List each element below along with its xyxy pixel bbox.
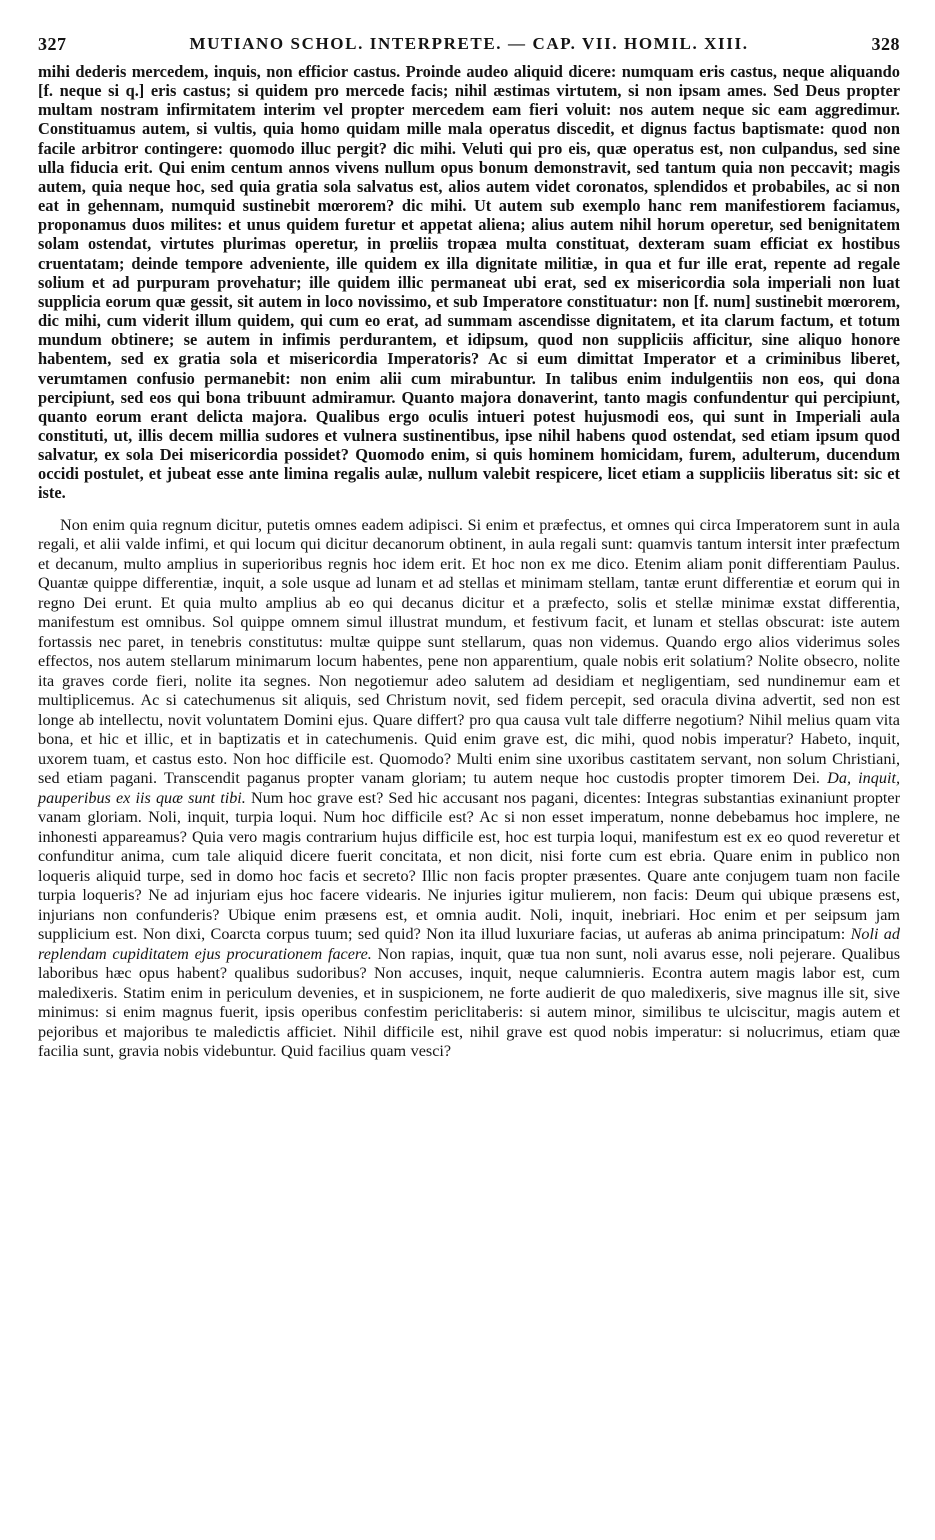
paragraph-1: mihi dederis mercedem, inquis, non efficior castus. Proinde audeo aliquid dicere: numquam eris castus, neque aliquando [f. neque si q.] eris castus; si quidem pro mercede facis; nihil æstimas virtutem, si non ipsam ames. Sed Deus propter multam nostram infirmitatem interim vel propter mercedem eam fieri voluit: nos autem neque sic eam aggredimur. Constituamus autem, si vultis, quia homo quidam mille mala operatus discedit, et dignus factus baptismate: quod non facile arbitror contingere: quomodo illuc pergit? dic mihi. Veluti qui pro eis, quæ operatus est, non culpandus, sed sine ulla fiducia erit. Qui enim centum annos vivens nullum opus bonum demonstravit, sed tantum quia non peccavit; magis autem, quia neque hoc, sed quia gratia sola salvatus est, alios autem videt coronatos, splendidos et probabiles, ac si non eat in gehennam, numquid sustinebit mœrorem? dic mihi. Ut autem sub exemplo hanc rem manifestiorem faciamus, proponamus duos milites: et unus quidem furetur et appetat aliena; alius autem nihil horum operetur, sed benignitatem solam ostendat, virtutes plurimas operetur, in prœliis tropæa multa constituat, dexteram suam efficiat ex hostibus cruentatam; deinde tempore adveniente, ille quidem ex illa dignitate militiæ, in qua et fur ille erat, repente ad regale solium et ad purpuram provehatur; ille quidem illic permaneat ubi erat, sed ex misericordia sola imperiali non luat supplicia eorum quæ gessit, sit autem in loco novissimo, et sub Imperatore constituatur: non [f. num] sustinebit mœrorem, dic mihi, cum viderit illum quidem, qui cum eo erat, ad summam ascendisse dignitatem, et ita clarum factum, et totum mundum obtinere; se autem in infimis perdurantem, et idipsum, quod non suppliciis afficitur, sine aliquo honore habentem, sed ex gratia sola et misericordia Imperatoris? Ac si eum dimittat Imperator et a criminibus liberet, verumtamen confusio permanebit: non enim alii cum mirabuntur. In talibus enim indulgentiis non eos, qui dona percipiunt, sed eos qui bona tribuunt admiramur. Quanto majora donaverint, tanto magis confundentur qui percipiunt, quanto eorum erant delicta majora. Qualibus ergo oculis intueri potest hujusmodi eos, qui sunt in Imperiali aula constituti, ut, illis decem millia sudores et vulnera sustinentibus, ipse nihil habens quod ostendat, sed etiam ipsum quod salvatur, ex sola Dei misericordia possidet? Quomodo enim, si quis hominem homicidam, furem, adulterum, ducendum occidi postulet, et jubeat esse ante limina regalis aulæ, nullum valebit respicere, licet etiam a suppliciis liberatus sit: sic et iste.	[38, 62, 900, 503]
paragraph-2-text-a: Non enim quia regnum dicitur, putetis omnes eadem adipisci. Si enim et præfectus, et omnes qui circa Imperatorem sunt in aula regali, et alii valde infimi, et qui locum qui dicitur decanorum obtinent, in aula regali sunt: quamvis tantum intersit inter præfectum et decanum, multo amplius in superioribus regnis hoc idem erit. Et hoc non ex me dico. Etenim aliam ponit differentiam Paulus. Quantæ quippe differentiæ, inquit, a sole usque ad lunam et ad stellas et minimam stellam, tantæ erunt differentiæ et eorum qui in regno Dei erunt. Et quia multo amplius ab eo qui decanus dicitur et a præfecto, solis et stellæ minimæ exstat differentia, manifestum est omnibus. Sol quippe omnem simul illustrat mundum, et festivum facit, et lunam et stellas obscurat: iste autem fortassis nec paret, in tenebris constitutus: multæ quippe sunt stellarum, quas non videmus. Quando ergo alios viderimus soles effectos, nos autem stellarum minimarum locum habentes, pene non apparentium, quale nobis erit solatium? Nolite obsecro, nolite ita graves corde fieri, nolite ita segnes. Non negotiemur adeo salutem ad desidiam et negligentiam, sed nundinemur eam et multiplicemus. Ac si catechumenus sit aliquis, sed Christum novit, sed fidem percepit, sed oracula divina advertit, sed non est longe ab intellectu, novit voluntatem Domini ejus. Quare differt? pro qua causa vult tale differre negotium? Nihil melius quam vita bona, et hic et illic, et in baptizatis et in catechumenis. Quid enim grave est, dic mihi, quod nobis imperatur? Habeto, inquit, uxorem tuam, et castus esto. Non hoc difficile est. Quomodo? Multi enim sine uxoribus castitatem servant, non solum Christiani, sed etiam pagani. Transcendit paganus propter vanam gloriam; tu autem neque hoc custodis propter timorem Dei.	[38, 515, 900, 788]
page-header	[38, 30, 900, 56]
scripture-quote-2: Noli ad replendam cupiditatem ejus procurationem facere.	[38, 925, 900, 963]
paragraph-2-text-b: Num hoc grave est? Sed hic accusant nos pagani, dicentes: Integras substantias exinaniunt propter vanam gloriam. Noli, inquit, turpia loqui. Num hoc difficile est? Ac si non esset imperatum, nonne debebamus hoc implere, ne inhonesti appareamus? Quia vero magis contrarium hujus difficile est, hoc est turpia loqui, manifestum est ex eo quod reveretur et confunditur anima, cum tale aliquid dicere fuerit concitata, et non dicit, nisi forte cum est ebria. Quare enim in publico non loqueris aliquid turpe, sed in domo hoc facis et secreto? Illic non facis propter præsentes. Quare ante conjugem tuam non facile turpia loqueris? Ne ad injuriam ejus hoc facere videaris. Ne injuries igitur mulierem, non facis: Deum qui ubique præsens est, injurians non confunderis? Ubique enim præsens est, et omnia audit. Noli, inquit, inebriari. Hoc enim et per seipsum jam supplicium est. Non dixi, Coarcta corpus tuum; sed quid? Non ita illud luxuriare facias, ut auferas ab anima principatum:	[38, 788, 900, 944]
page-number-right: 328	[871, 34, 900, 54]
paragraph-2-text-c: Non rapias, inquit, quæ tua non sunt, noli avarus esse, noli pejerare. Qualibus laboribus hæc opus habent? qualibus sudoribus? Non accuses, inquit, neque calumnieris. Econtra autem magis labor est, cum maledixeris. Statim enim in periculum devenies, et in suspicionem, ne forte audierit de quo maledixeris, sive magnus ille sit, sive minimus: si enim magnus fuerit, ipsis operibus confestim periclitaberis: si autem minor, similibus te ulciscitur, magis autem et pejoribus et majoribus te maledictis afficiet. Nihil difficile est, nihil grave est quod nobis imperatur: si nolucrimus, etiam quæ facilia sunt, gravia nobis videbuntur. Quid facilius quam vesci?	[38, 944, 900, 1061]
book-page	[38, 30, 900, 1530]
page-number-left: 327	[38, 34, 67, 54]
running-title: MUTIANO SCHOL. INTERPRETE. — CAP. VII. HOMIL. XIII.	[189, 34, 749, 53]
scripture-quote-1: Da, inquit, pauperibus ex iis quæ sunt tibi.	[38, 769, 901, 807]
paragraph-2	[38, 516, 900, 1062]
